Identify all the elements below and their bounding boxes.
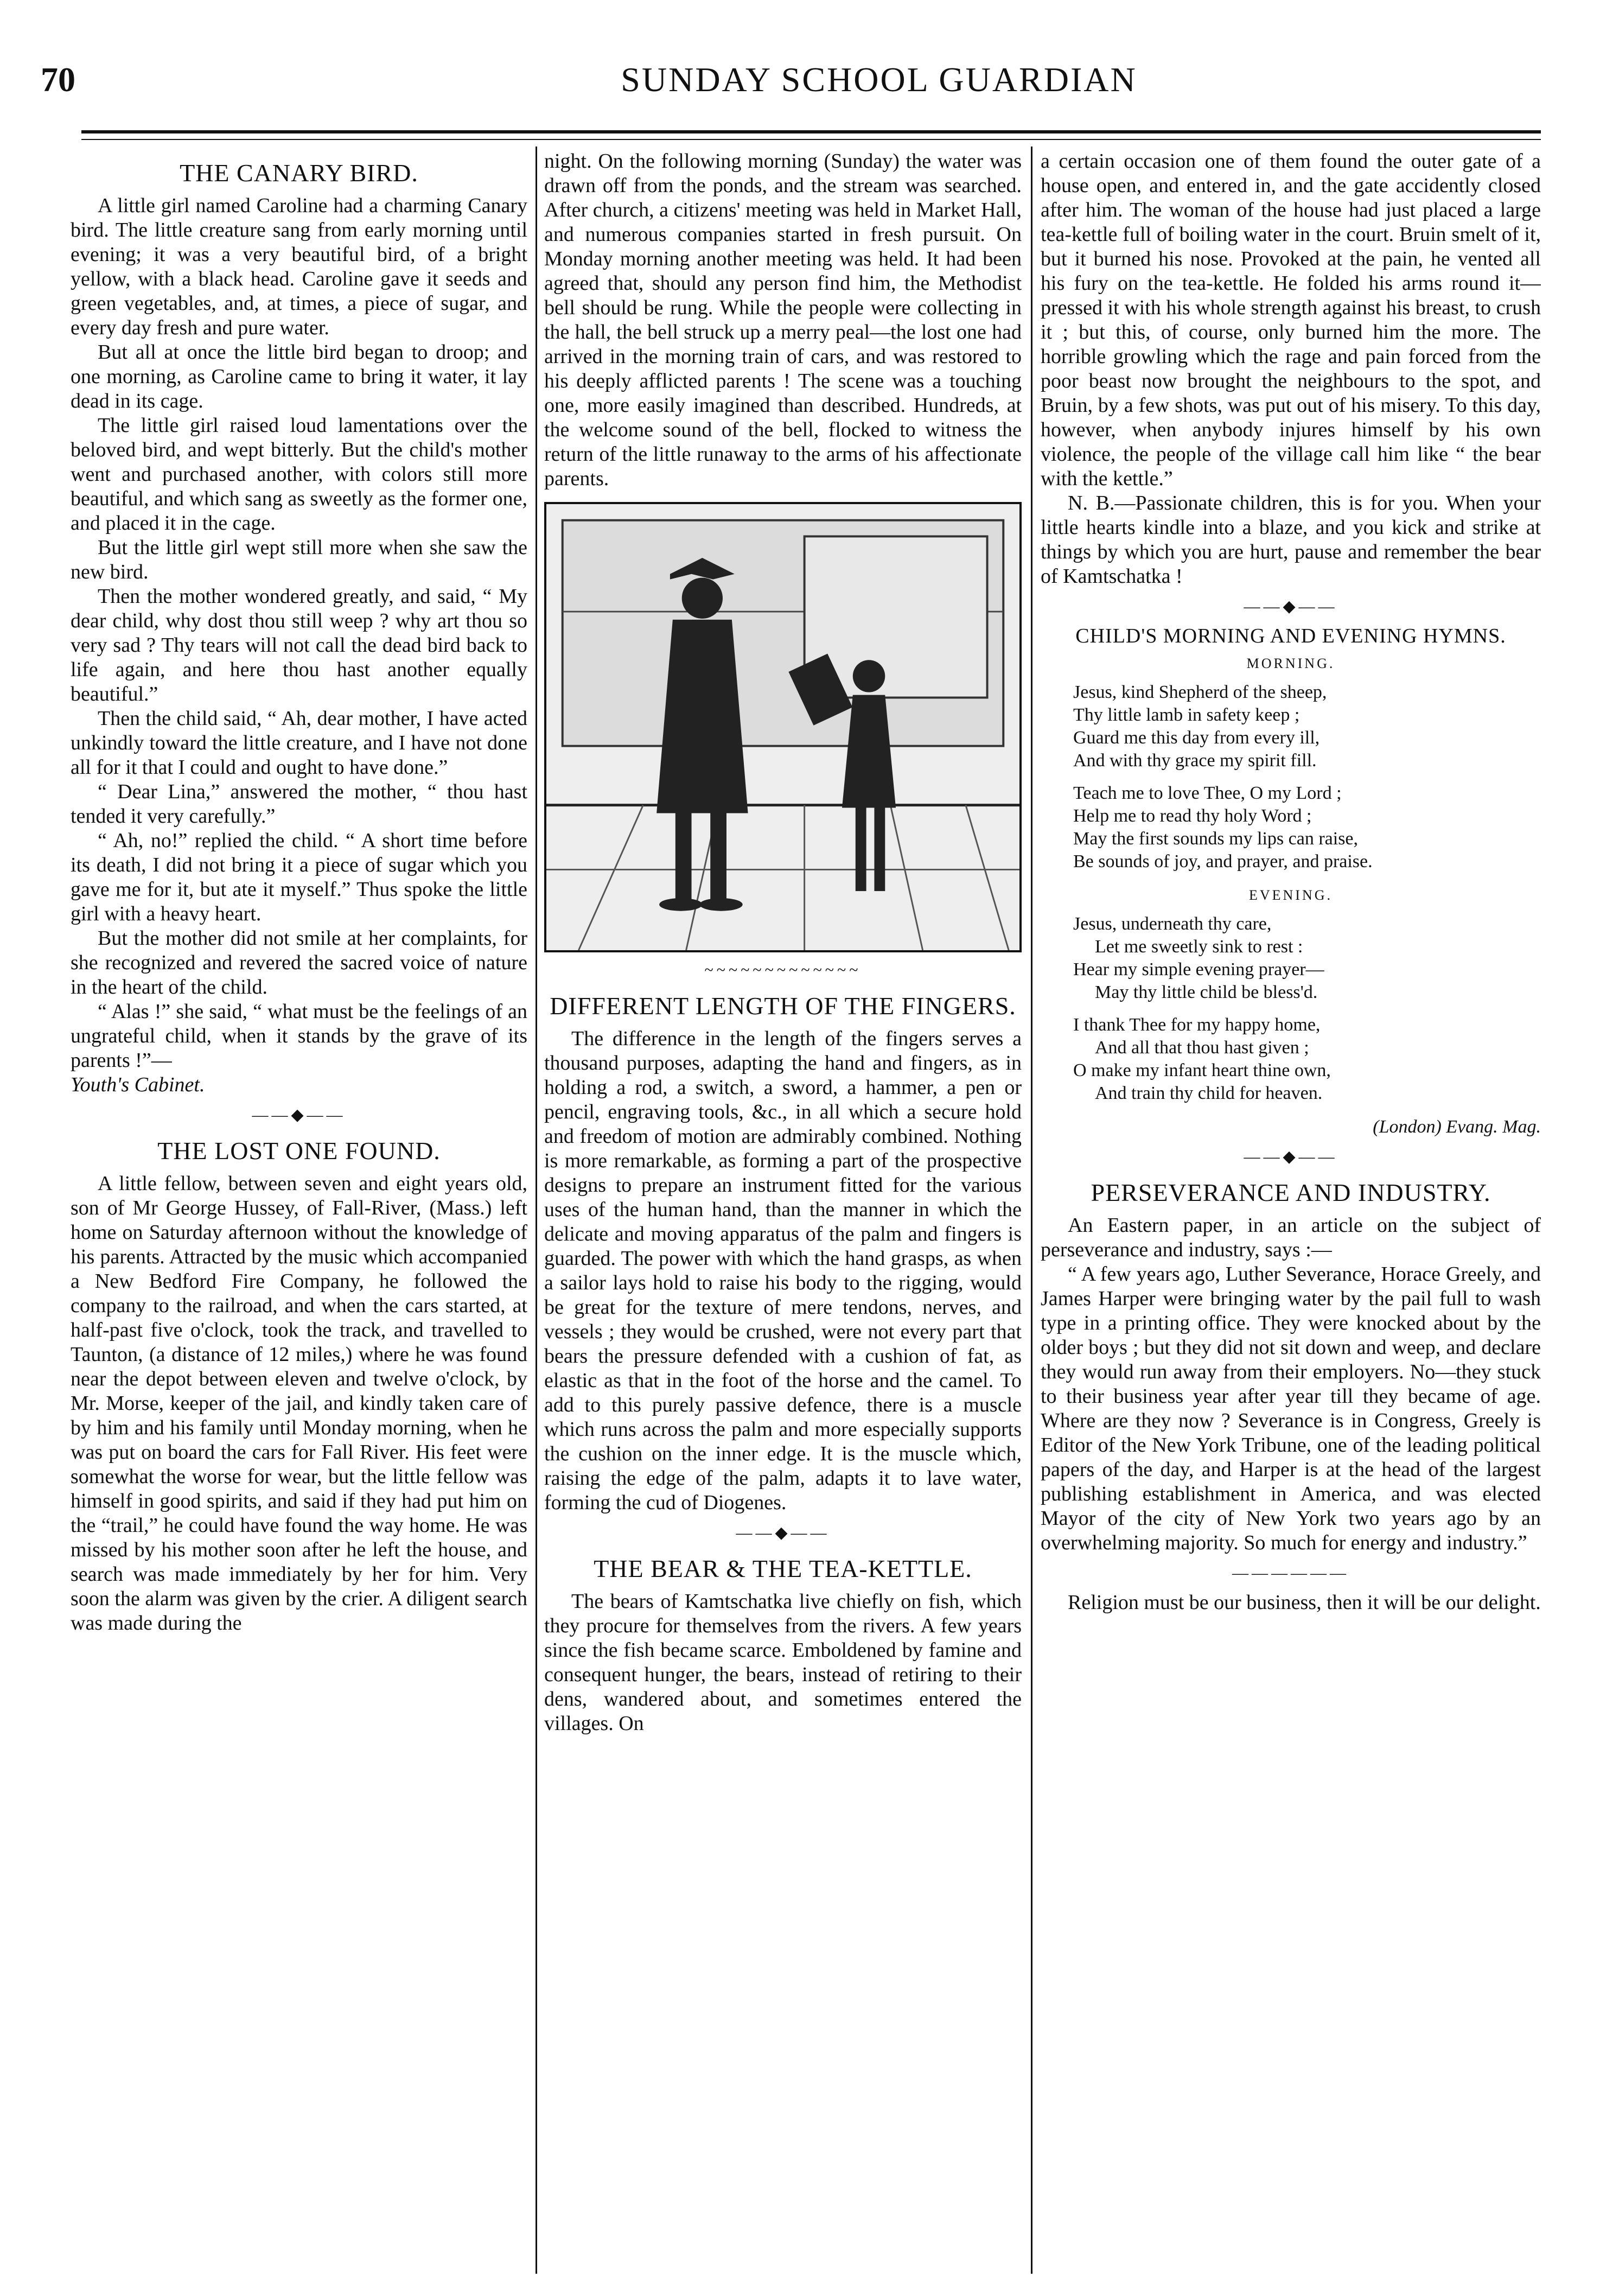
engraving-illustration: [544, 502, 1022, 952]
paragraph: “ Alas !” she said, “ what must be the feelings of an ungrateful child, when it stands by the grave of its parents !”—: [71, 1000, 527, 1072]
paragraph: The bears of Kamtschatka live chiefly on fish, which they procure for themselves from the rivers. A few years since the fish became scarce. Emboldened by famine and consequent hunger, the bears, instead of retiring to their dens, wandered about, and sometimes entered the villages. On: [544, 1590, 1022, 1735]
verse-line: Let me sweetly sink to rest :: [1095, 937, 1303, 957]
page-title: SUNDAY SCHOOL GUARDIAN: [621, 60, 1137, 99]
column-divider-right: [1031, 147, 1032, 2274]
verse-line: May the first sounds my lips can raise,: [1073, 829, 1359, 849]
paragraph: N. B.—Passionate children, this is for you. When your little hearts kindle into a blaze, and you kick and strike at things by which you are hurt, pause and remember the bear of Kamtschatka !: [1041, 492, 1541, 588]
article-title-bear: THE BEAR & THE TEA-KETTLE.: [594, 1555, 972, 1582]
column-3: [1041, 149, 1541, 2271]
paragraph: The little girl raised loud lamentations over the beloved bird, and wept bitterly. But the child's mother went and purchased another, with colors still more beautiful, and which sang as sweetly as the former one, and placed it in the cage.: [71, 414, 527, 535]
column-2: [544, 149, 1022, 2271]
paragraph: “ Ah, no!” replied the child. “ A short time before its death, I did not bring it a piece of sugar which you gave me for it, but ate it myself.” Thus spoke the little girl with a heavy heart.: [71, 829, 527, 925]
paragraph: “ Dear Lina,” answered the mother, “ thou hast tended it very carefully.”: [71, 780, 527, 828]
verse-line: Teach me to love Thee, O my Lord ;: [1073, 783, 1342, 803]
paragraph: A little girl named Caroline had a charming Canary bird. The little creature sang from early morning until evening; it was a very beautiful bird, of a bright yellow, with a black head. Caroline gave it seeds and green vegetables, and, at times, a piece of sugar, and every day fresh and pure water.: [71, 194, 527, 339]
hymn-title: CHILD'S MORNING AND EVENING HYMNS.: [1075, 625, 1506, 647]
verse-line: I thank Thee for my happy home,: [1073, 1015, 1321, 1035]
stanza: [1073, 913, 1541, 1004]
article-title-lost-one: THE LOST ONE FOUND.: [157, 1137, 441, 1165]
verse-line: O make my infant heart thine own,: [1073, 1060, 1331, 1080]
paragraph: An Eastern paper, in an article on the subject of perseverance and industry, says :—: [1041, 1214, 1541, 1261]
verse-line: Help me to read thy holy Word ;: [1073, 806, 1312, 826]
section-separator: ——————: [1232, 1564, 1349, 1582]
verse-line: Guard me this day from every ill,: [1073, 728, 1320, 748]
verse-line: May thy little child be bless'd.: [1095, 982, 1318, 1002]
paragraph: Religion must be our business, then it will be our delight.: [1068, 1591, 1541, 1614]
verse-line: And all that thou hast given ;: [1095, 1038, 1309, 1058]
article-canary-body: [71, 194, 527, 1097]
stanza: [1073, 1014, 1541, 1105]
paragraph: The difference in the length of the fingers serves a thousand purposes, adapting the hand and fingers, as in holding a rod, a switch, a sword, a hammer, a pen or pencil, engraving tools, &c., in all which a secure hold and freedom of motion are admirably combined. Nothing is more remarkable, as forming a part of the prospective designs to prepare an instrument fitted for the various uses of the human hand, than the manner in which the delicate and moving apparatus of the palm and fingers is guarded. The power with which the hand grasps, as when a sailor lays hold to raise his body to the rigging, would be great for the texture of mere tendons, nerves, and vessels ; they would be crushed, were not every part that bears the pressure defended with a cushion of fat, as elastic as that in the foot of the horse and the camel. To add to this purely passive defence, there is a muscle which runs across the palm and more especially supports the cushion on the inner edge. It is the muscle which, raising the edge of the palm, adapts it to lave water, forming the cud of Diogenes.: [544, 1027, 1022, 1514]
engraving-picture: [546, 504, 1019, 950]
hymn-evening: [1073, 913, 1541, 1105]
hymn-evening-label: EVENING.: [1248, 887, 1333, 903]
hymn-morning-label: MORNING.: [1246, 656, 1335, 671]
section-separator: ~~~~~~~~~~~~~: [704, 961, 862, 979]
header-rule-thick: [81, 130, 1541, 133]
paragraph: Then the mother wondered greatly, and said, “ My dear child, why dost thou still weep ? why art thou so very sad ? Thy tears will not call the dead bird back to life again, and here thou hast another equally beautiful.”: [71, 585, 527, 705]
paragraph: But the little girl wept still more when she saw the new bird.: [71, 536, 527, 583]
paragraph: But the mother did not smile at her complaints, for she recognized and revered the sacred voice of nature in the heart of the child.: [71, 927, 527, 998]
stanza: [1073, 782, 1541, 873]
section-separator: ——◆——: [1244, 1148, 1338, 1166]
article-title-canary: THE CANARY BIRD.: [180, 159, 418, 187]
paragraph: But all at once the little bird began to droop; and one morning, as Caroline came to bring it water, it lay dead in its cage.: [71, 341, 527, 412]
verse-line: Thy little lamb in safety keep ;: [1073, 705, 1300, 725]
paragraph: “ A few years ago, Luther Severance, Horace Greely, and James Harper were bringing water by the pail full to wash type in a printing office. They were knocked about by the older boys ; but they did not sit down and weep, and declare they would run away from their employers. No—they stuck to their business year after year till they became of age. Where are they now ? Severance is in Congress, Greely is Editor of the New York Tribune, one of the leading political papers of the day, and Harper is at the head of the largest publishing establishment in America, and was elected Mayor of the city of New York two years ago by an overwhelming majority. So much for energy and industry.”: [1041, 1263, 1541, 1554]
column-1: [71, 149, 527, 2271]
header-rule-thin: [81, 139, 1541, 140]
verse-line: Hear my simple evening prayer—: [1073, 959, 1324, 980]
hymn-morning: [1073, 681, 1541, 873]
section-separator: ——◆——: [736, 1524, 830, 1542]
page-number: 70: [41, 60, 75, 99]
section-separator: ——◆——: [1244, 597, 1338, 615]
verse-line: And train thy child for heaven.: [1095, 1083, 1323, 1103]
hymn-credit: (London) Evang. Mag.: [1373, 1117, 1541, 1137]
verse-line: Jesus, underneath thy care,: [1073, 914, 1272, 934]
column-divider-left: [536, 147, 537, 2274]
section-separator: ——◆——: [252, 1106, 346, 1124]
paragraph: a certain occasion one of them found the outer gate of a house open, and entered in, and the gate accidently closed after him. The woman of the house had just placed a large tea-kettle full of boiling water in the court. Bruin smelt of it, but it burned his nose. Provoked at the pain, he vented all his fury on the tea-kettle. He folded his arms round it—pressed it with his whole strength against his breast, to crush it ; but this, of course, only burned him the more. The horrible growling which the rage and pain forced from the poor beast now brought the neighbours to the spot, and Bruin, by a few shots, was put out of his misery. To this day, however, when anybody injures himself by his own violence, the people of the village call him like “ the bear with the kettle.”: [1041, 150, 1541, 490]
verse-line: And with thy grace my spirit fill.: [1073, 751, 1317, 771]
article-title-fingers: DIFFERENT LENGTH OF THE FINGERS.: [550, 992, 1016, 1020]
paragraph: night. On the following morning (Sunday) the water was drawn off from the ponds, and the stream was searched. After church, a citizens' meeting was held in Market Hall, and numerous companies started in fresh pursuit. On Monday morning another meeting was held. It had been agreed that, should any person find him, the Methodist bell should be rung. While the people were collecting in the hall, the bell struck up a merry peal—the lost one had arrived in the morning train of cars, and was restored to his deeply afflicted parents ! The scene was a touching one, more easily imagined than described. Hundreds, at the welcome sound of the bell, flocked to witness the return of the little runaway to the arms of his affectionate parents.: [544, 150, 1022, 490]
paragraph: Then the child said, “ Ah, dear mother, I have acted unkindly toward the little creature, and I have not done all for it that I could and ought to have done.”: [71, 707, 527, 779]
stanza: [1073, 681, 1541, 772]
paragraph: A little fellow, between seven and eight years old, son of Mr George Hussey, of Fall-River, (Mass.) left home on Saturday afternoon without the knowledge of his parents. Attracted by the music which accompanied a New Bedford Fire Company, he followed the company to the railroad, and when the cars started, at half-past five o'clock, took the track, and travelled to Taunton, (a distance of 12 miles,) where he was found near the depot between eleven and twelve o'clock, by Mr. Morse, keeper of the jail, and kindly taken care of by him and his family until Monday morning, when he was put on board the cars for Fall River. His feet were somewhat the worse for wear, but the little fellow was himself in good spirits, and said if they had put him on the “trail,” he could have found the way home. He was missed by his mother soon after he left the house, and search was made immediately by her for him. Very soon the alarm was given by the crier. A diligent search was made during the: [71, 1172, 527, 1634]
verse-line: Jesus, kind Shepherd of the sheep,: [1073, 682, 1327, 702]
verse-line: Be sounds of joy, and prayer, and praise.: [1073, 851, 1373, 872]
article-signature: Youth's Cabinet.: [71, 1073, 205, 1096]
article-title-perseverance: PERSEVERANCE AND INDUSTRY.: [1091, 1179, 1491, 1206]
